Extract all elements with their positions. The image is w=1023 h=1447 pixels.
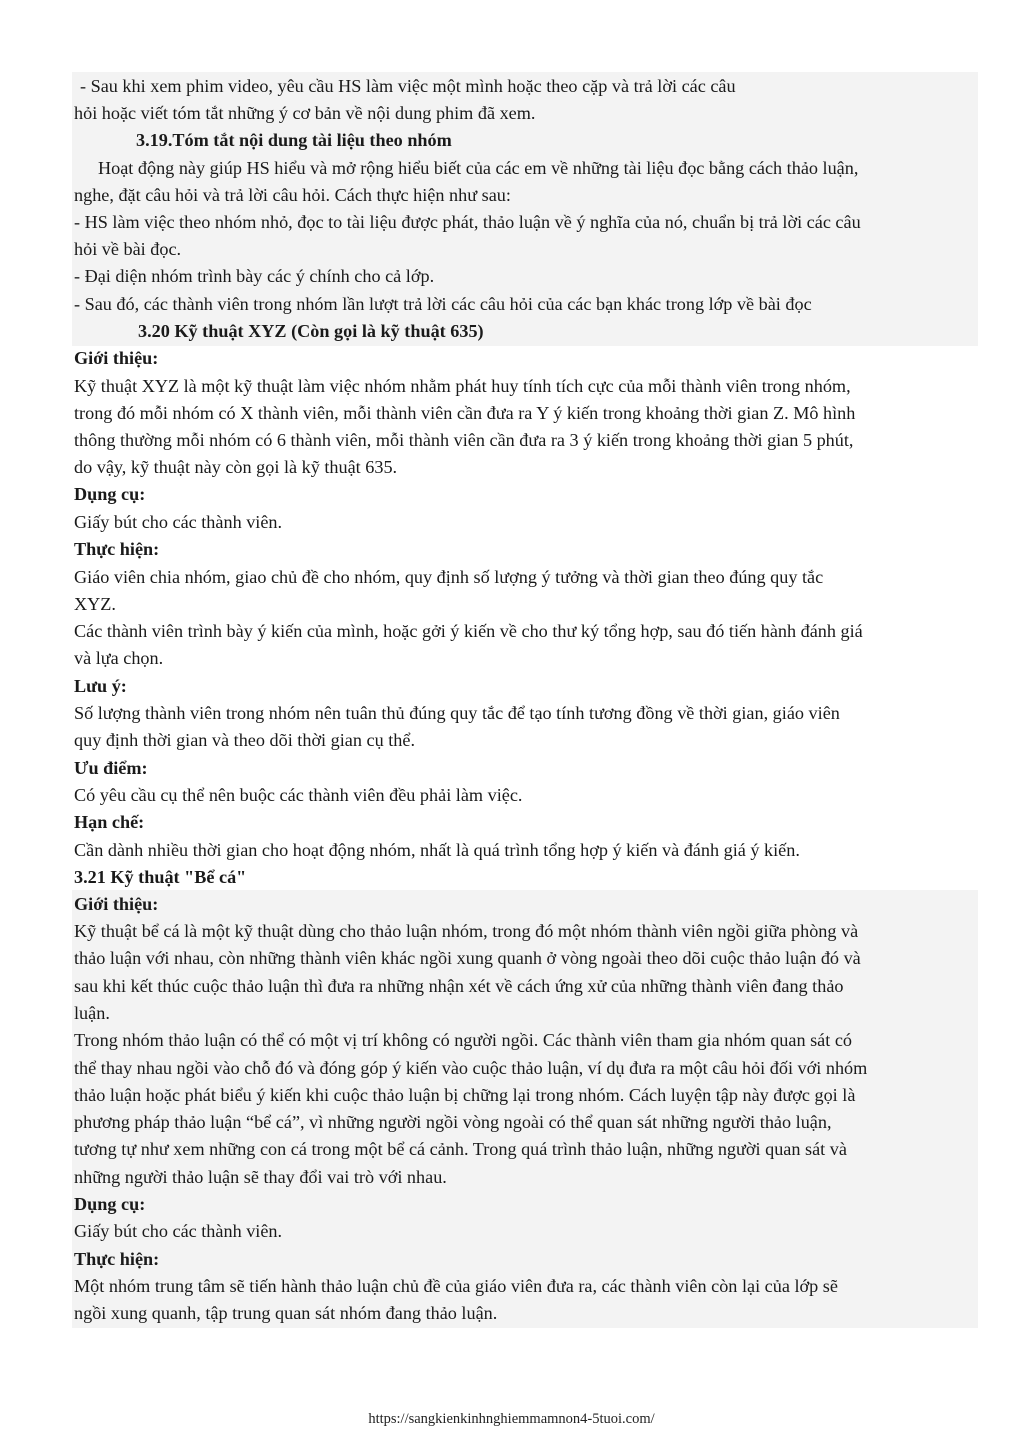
section-3-21-tools: Giấy bút cho các thành viên.: [74, 1221, 283, 1241]
section-3-20-pros: Có yêu cầu cụ thể nên buộc các thành viên đều phải làm việc.: [74, 785, 523, 805]
section-3-21-intro-4: luận.: [74, 1003, 110, 1023]
section-3-20-impl-3: Các thành viên trình bày ý kiến của mình, hoặc gởi ý kiến về cho thư ký tổng hợp, sau đó tiến hành đánh giá: [74, 621, 863, 641]
video-summary-line-2: hỏi hoặc viết tóm tắt những ý cơ bản về nội dung phim đã xem.: [74, 103, 536, 123]
section-3-21-impl-2: ngồi xung quanh, tập trung quan sát nhóm đang thảo luận.: [74, 1303, 498, 1323]
section-3-21-intro-3: sau khi kết thúc cuộc thảo luận thì đưa ra những nhận xét về cách ứng xử của những thành viên đang thảo: [74, 976, 844, 996]
section-3-19-step-1a: - HS làm việc theo nhóm nhỏ, đọc to tài liệu được phát, thảo luận về ý nghĩa của nó, chuẩn bị trả lời các câu: [74, 212, 861, 232]
section-3-20-intro-1: Kỹ thuật XYZ là một kỹ thuật làm việc nhóm nhằm phát huy tính tích cực của mỗi thành viên trong nhóm,: [74, 376, 851, 396]
section-3-20-tools-label: Dụng cụ:: [74, 484, 146, 504]
section-3-21-para2-2: thể thay nhau ngồi vào chỗ đó và đóng góp ý kiến vào cuộc thảo luận, ví dụ đưa ra một câu hỏi đối với nhóm: [74, 1058, 868, 1078]
section-3-20-note-1: Số lượng thành viên trong nhóm nên tuân thủ đúng quy tắc để tạo tính tương đồng về thời gian, giáo viên: [74, 703, 840, 723]
section-3-20-intro-4: do vậy, kỹ thuật này còn gọi là kỹ thuật 635.: [74, 457, 398, 477]
section-3-20-impl-4: và lựa chọn.: [74, 648, 164, 668]
section-3-21-impl-label: Thực hiện:: [74, 1249, 160, 1269]
video-summary-line-1: - Sau khi xem phim video, yêu cầu HS làm việc một mình hoặc theo cặp và trả lời các câu: [80, 76, 736, 96]
section-3-20-impl-label: Thực hiện:: [74, 539, 160, 559]
section-3-21-intro-label: Giới thiệu:: [74, 894, 159, 914]
section-3-20-cons-label: Hạn chế:: [74, 812, 145, 832]
section-3-20-intro-2: trong đó mỗi nhóm có X thành viên, mỗi thành viên cần đưa ra Y ý kiến trong khoảng thời gian Z. Mô hình: [74, 403, 856, 423]
section-3-20-tools: Giấy bút cho các thành viên.: [74, 512, 283, 532]
section-3-20-note-2: quy định thời gian và theo dõi thời gian cụ thể.: [74, 730, 415, 750]
section-3-20-heading: 3.20 Kỹ thuật XYZ (Còn gọi là kỹ thuật 635): [138, 321, 484, 341]
section-3-19-step-1b: hỏi về bài đọc.: [74, 239, 182, 259]
section-3-19-intro-2: nghe, đặt câu hỏi và trả lời câu hỏi. Cách thực hiện như sau:: [74, 185, 511, 205]
section-3-21-heading: 3.21 Kỹ thuật "Bể cá": [74, 867, 247, 887]
section-3-21-impl-1: Một nhóm trung tâm sẽ tiến hành thảo luận chủ đề của giáo viên đưa ra, các thành viên còn lại của lớp sẽ: [74, 1276, 838, 1296]
section-3-20-impl-2: XYZ.: [74, 594, 116, 614]
section-3-21-para2-3: thảo luận hoặc phát biểu ý kiến khi cuộc thảo luận bị chững lại trong nhóm. Cách luyện tập này được gọi là: [74, 1085, 856, 1105]
footer-url-link[interactable]: https://sangkienkinhnghiemmamnon4-5tuoi.com/: [368, 1411, 655, 1427]
section-3-20-cons: Cần dành nhiều thời gian cho hoạt động nhóm, nhất là quá trình tổng hợp ý kiến và đánh giá ý kiến.: [74, 840, 800, 860]
section-3-21-tools-label: Dụng cụ:: [74, 1194, 146, 1214]
section-3-21-para2-1: Trong nhóm thảo luận có thể có một vị trí không có người ngồi. Các thành viên tham gia nhóm quan sát có: [74, 1030, 853, 1050]
section-3-21-para2-4: phương pháp thảo luận “bể cá”, vì những người ngồi vòng ngoài có thể quan sát những người thảo luận,: [74, 1112, 832, 1132]
section-3-20-pros-label: Ưu điểm:: [74, 758, 148, 778]
section-3-19-step-2: - Đại diện nhóm trình bày các ý chính cho cả lớp.: [74, 266, 435, 286]
section-3-21-para2-6: những người thảo luận sẽ thay đổi vai trò với nhau.: [74, 1167, 447, 1187]
section-3-19-heading: 3.19.Tóm tắt nội dung tài liệu theo nhóm: [136, 130, 452, 150]
section-3-20-intro-3: thông thường mỗi nhóm có 6 thành viên, mỗi thành viên cần đưa ra 3 ý kiến trong khoảng thời gian 5 phút,: [74, 430, 854, 450]
section-3-21-para2-5: tương tự như xem những con cá trong một bể cá cảnh. Trong quá trình thảo luận, những người quan sát và: [74, 1139, 847, 1159]
section-3-19-step-3: - Sau đó, các thành viên trong nhóm lần lượt trả lời các câu hỏi của các bạn khác trong lớp về bài đọc: [74, 294, 812, 314]
section-3-20-note-label: Lưu ý:: [74, 676, 127, 696]
section-3-21-intro-1: Kỹ thuật bể cá là một kỹ thuật dùng cho thảo luận nhóm, trong đó một nhóm thành viên ngồi giữa phòng và: [74, 921, 859, 941]
section-3-21-intro-2: thảo luận với nhau, còn những thành viên khác ngồi xung quanh ở vòng ngoài theo dõi cuộc thảo luận đó và: [74, 948, 861, 968]
section-3-19-intro-1: Hoạt động này giúp HS hiểu và mở rộng hiểu biết của các em về những tài liệu đọc bằng cách thảo luận,: [98, 158, 859, 178]
section-3-20-intro-label: Giới thiệu:: [74, 348, 159, 368]
section-3-20-impl-1: Giáo viên chia nhóm, giao chủ đề cho nhóm, quy định số lượng ý tưởng và thời gian theo đúng quy tắc: [74, 567, 824, 587]
